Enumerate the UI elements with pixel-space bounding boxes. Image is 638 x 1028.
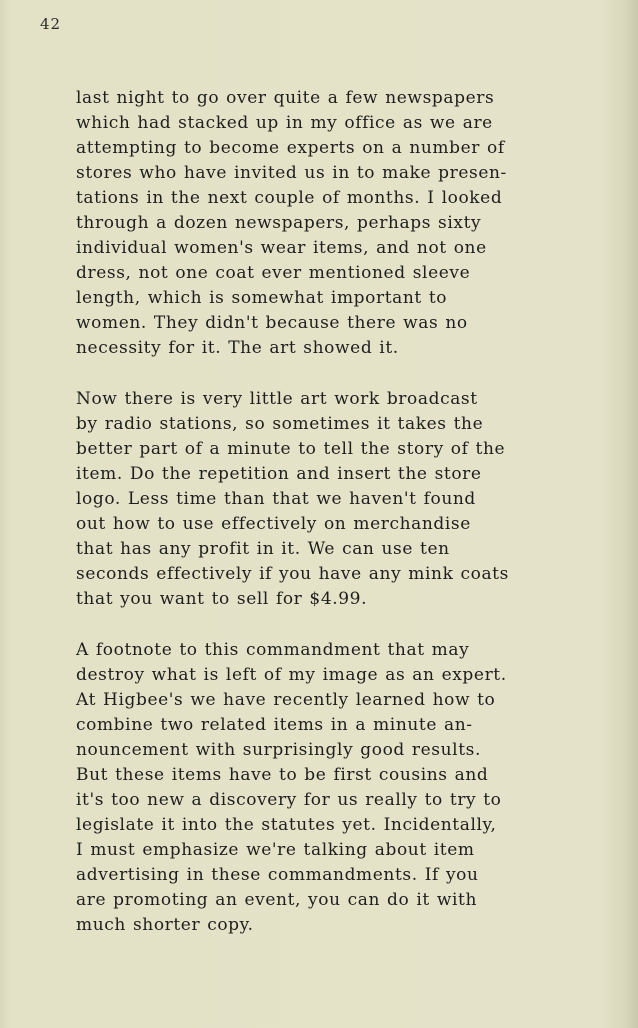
- page-number: 42: [40, 15, 62, 33]
- text-line: At Higbee's we have recently learned how to: [76, 690, 496, 710]
- text-line: nouncement with surprisingly good results.: [76, 740, 481, 760]
- text-line: logo. Less time than that we haven't found: [76, 489, 476, 509]
- text-line: that you want to sell for $4.99.: [76, 589, 368, 609]
- text-line: out how to use effectively on merchandise: [76, 514, 471, 534]
- text-line: individual women's wear items, and not one: [76, 238, 487, 258]
- text-line: legislate it into the statutes yet. Incidentally,: [76, 815, 497, 835]
- text-line: are promoting an event, you can do it with: [76, 890, 477, 910]
- text-line: last night to go over quite a few newspapers: [76, 88, 495, 108]
- text-line: length, which is somewhat important to: [76, 288, 448, 308]
- text-line: that has any profit in it. We can use ten: [76, 539, 450, 559]
- text-line: I must emphasize we're talking about item: [76, 840, 475, 860]
- text-line: tations in the next couple of months. I looked: [76, 188, 503, 208]
- text-line: advertising in these commandments. If you: [76, 865, 479, 885]
- text-line: But these items have to be first cousins and: [76, 765, 489, 785]
- text-line: which had stacked up in my office as we are: [76, 113, 493, 133]
- paragraph-2: [76, 387, 596, 612]
- text-line: through a dozen newspapers, perhaps sixty: [76, 213, 482, 233]
- text-line: women. They didn't because there was no: [76, 313, 468, 333]
- text-line: seconds effectively if you have any mink coats: [76, 564, 509, 584]
- body-text: [76, 86, 596, 964]
- text-line: necessity for it. The art showed it.: [76, 338, 399, 358]
- text-line: combine two related items in a minute an-: [76, 715, 473, 735]
- text-line: Now there is very little art work broadcast: [76, 389, 478, 409]
- text-line: stores who have invited us in to make presen-: [76, 163, 507, 183]
- paragraph-1: [76, 86, 596, 361]
- text-line: destroy what is left of my image as an expert.: [76, 665, 507, 685]
- paragraph-3: [76, 638, 596, 938]
- text-line: attempting to become experts on a number of: [76, 138, 505, 158]
- text-line: A footnote to this commandment that may: [76, 640, 470, 660]
- text-line: it's too new a discovery for us really to try to: [76, 790, 502, 810]
- text-line: by radio stations, so sometimes it takes the: [76, 414, 484, 434]
- text-line: better part of a minute to tell the story of the: [76, 439, 506, 459]
- text-line: item. Do the repetition and insert the store: [76, 464, 482, 484]
- text-line: much shorter copy.: [76, 915, 254, 935]
- text-line: dress, not one coat ever mentioned sleeve: [76, 263, 471, 283]
